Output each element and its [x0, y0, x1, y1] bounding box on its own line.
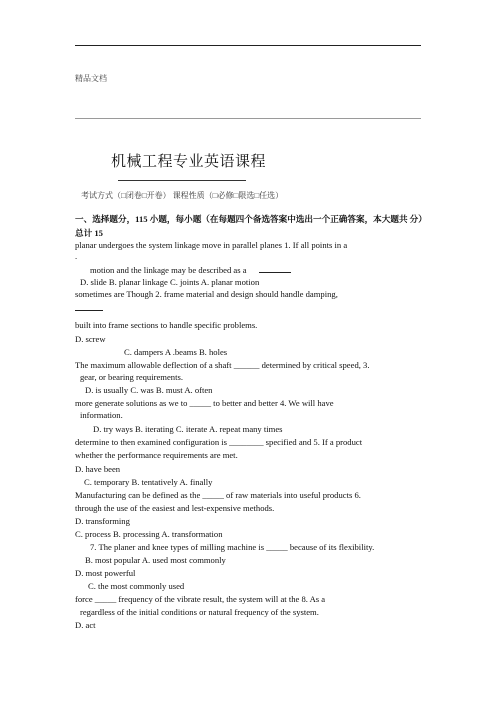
question-line: determine to then examined configuration is ________ specified and 5. If a product	[75, 437, 363, 447]
answer-blank	[75, 302, 103, 311]
answer-options: D. try ways B. iterating C. iterate A. repeat many times	[93, 424, 283, 434]
answer-options: D. is usually C. was B. must A. often	[85, 385, 213, 395]
answer-option: D. most powerful	[75, 568, 136, 578]
section-heading: 一、选择题分，115 小题，每小题（在每题四个备选答案中选出一个正确答案，本大题共 分）	[75, 214, 427, 224]
title-underline	[118, 180, 246, 181]
answer-option: D. screw	[75, 334, 106, 344]
header-label: 精品文档	[75, 74, 107, 83]
question-line: force _____ frequency of the vibrate result, the system will at the 8. As a	[75, 594, 326, 604]
question-line: through the use of the easiest and lest-expensive methods.	[75, 503, 275, 513]
answer-option: D. have been	[75, 464, 121, 474]
answer-options: D. slide B. planar linkage C. joints A. planar motion	[80, 277, 260, 287]
question-line: sometimes are Though 2. frame material and design should handle damping,	[75, 289, 338, 299]
top-rule	[75, 45, 421, 46]
answer-options: C. dampers A .beams B. holes	[124, 347, 228, 357]
question-line: Manufacturing can be defined as the _____ of raw materials into useful products 6.	[75, 490, 361, 500]
question-line: 7. The planer and knee types of milling machine is _____ because of its flexibility.	[90, 542, 375, 552]
question-line: The maximum allowable deflection of a shaft ______ determined by critical speed, 3.	[75, 360, 370, 370]
question-line: whether the performance requirements are met.	[75, 450, 238, 460]
document-title: 机械工程专业英语课程	[111, 152, 267, 170]
exam-meta: 考试方式（□闭卷□开卷） 课程性质（□必修□限选□任选）	[81, 191, 284, 200]
question-line: information.	[80, 410, 123, 420]
question-line: more generate solutions as we to _____ to better and better 4. We will have	[75, 398, 334, 408]
question-line: regardless of the initial conditions or natural frequency of the system.	[80, 607, 319, 617]
answer-options: C. temporary B. tentatively A. finally	[84, 477, 213, 487]
answer-blank	[259, 264, 291, 273]
section-total: 总计 15	[75, 228, 103, 238]
answer-option: C. the most commonly used	[88, 581, 185, 591]
answer-option: D. transforming	[75, 516, 130, 526]
question-line: built into frame sections to handle specific problems.	[75, 320, 258, 330]
question-line: motion and the linkage may be described as a	[90, 264, 291, 276]
header-divider	[75, 118, 421, 119]
question-line: gear, or bearing requirements.	[80, 372, 183, 382]
answer-options: B. most popular A. used most commonly	[85, 555, 226, 565]
question-line: .	[75, 251, 78, 261]
answer-blank-line	[75, 302, 103, 314]
answer-options: C. process B. processing A. transformation	[75, 529, 223, 539]
question-line: planar undergoes the system linkage move in parallel planes 1. If all points in a	[75, 240, 348, 250]
answer-option: D. act	[75, 620, 96, 630]
